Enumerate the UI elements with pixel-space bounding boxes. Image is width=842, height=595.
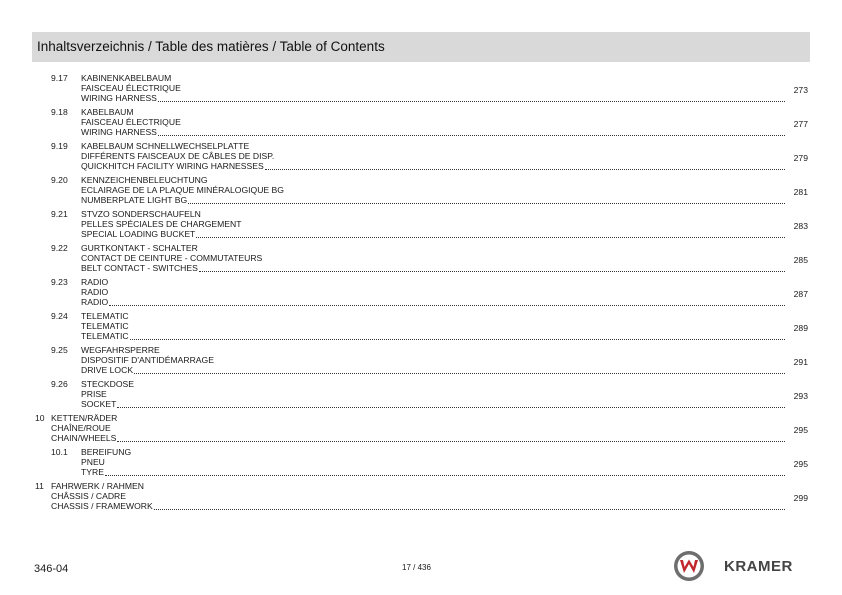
toc-entry-number: 9.22 — [51, 243, 68, 253]
toc-entry-title: FAHRWERK / RAHMEN — [51, 481, 144, 491]
toc-entry-page-number: 291 — [793, 357, 808, 367]
toc-entry[interactable] — [0, 379, 842, 412]
dot-leader — [117, 406, 785, 408]
toc-entry-page-number: 287 — [793, 289, 808, 299]
toc-entry-page-number: 283 — [793, 221, 808, 231]
toc-entry[interactable] — [0, 413, 842, 446]
dot-leader — [188, 202, 785, 204]
toc-entry-title: KABINENKABELBAUM — [81, 73, 172, 83]
toc-entry-title: FAISCEAU ÉLECTRIQUE — [81, 117, 181, 127]
toc-entry-number: 9.23 — [51, 277, 68, 287]
document-code: 346-04 — [34, 563, 69, 575]
toc-entry[interactable] — [0, 73, 842, 106]
toc-entry[interactable] — [0, 243, 842, 276]
toc-entry[interactable] — [0, 311, 842, 344]
toc-entry-title: RADIO — [81, 297, 109, 307]
toc-entry-title: QUICKHITCH FACILITY WIRING HARNESSES — [81, 161, 264, 171]
toc-entry-number: 9.24 — [51, 311, 68, 321]
toc-entry[interactable] — [0, 141, 842, 174]
toc-entry-number: 10.1 — [51, 447, 68, 457]
toc-entry-title: SOCKET — [81, 399, 117, 409]
toc-entry-title: DIFFÉRENTS FAISCEAUX DE CÂBLES DE DISP. — [81, 151, 275, 161]
toc-entry-title: CHASSIS / FRAMEWORK — [51, 501, 153, 511]
kramer-w-logo-icon — [673, 550, 705, 582]
dot-leader — [158, 100, 785, 102]
toc-entry-page-number: 273 — [793, 85, 808, 95]
toc-entry-number: 9.26 — [51, 379, 68, 389]
toc-entry-number: 9.20 — [51, 175, 68, 185]
toc-entry-title: STECKDOSE — [81, 379, 135, 389]
toc-entry-page-number: 295 — [793, 459, 808, 469]
toc-entry-title: STVZO SONDERSCHAUFELN — [81, 209, 201, 219]
toc-entry-title: CHÂSSIS / CADRE — [51, 491, 126, 501]
dot-leader — [130, 338, 785, 340]
toc-entry-title: FAISCEAU ÉLECTRIQUE — [81, 83, 181, 93]
toc-entry-number: 9.18 — [51, 107, 68, 117]
toc-entry-title: KENNZEICHENBELEUCHTUNG — [81, 175, 208, 185]
toc-entry-title: WIRING HARNESS — [81, 127, 157, 137]
toc-entry-number: 9.25 — [51, 345, 68, 355]
toc-entry-title: PELLES SPÉCIALES DE CHARGEMENT — [81, 219, 242, 229]
toc-entry-title: GURTKONTAKT - SCHALTER — [81, 243, 198, 253]
toc-entry-title: KABELBAUM — [81, 107, 134, 117]
toc-entry-number: 9.19 — [51, 141, 68, 151]
toc-entry-title: TELEMATIC — [81, 331, 129, 341]
toc-entry-title: ECLAIRAGE DE LA PLAQUE MINÉRALOGIQUE BG — [81, 185, 284, 195]
toc-entry-title: TYRE — [81, 467, 104, 477]
dot-leader — [154, 508, 785, 510]
page-title: Inhaltsverzeichnis / Table des matières / Table of Contents — [37, 39, 385, 54]
toc-entry[interactable] — [0, 481, 842, 514]
toc-entry-title: WIRING HARNESS — [81, 93, 157, 103]
toc-entry-page-number: 285 — [793, 255, 808, 265]
dot-leader — [109, 304, 785, 306]
toc-entry-title: DISPOSITIF D'ANTIDÉMARRAGE — [81, 355, 214, 365]
toc-entry-title: KETTEN/RÄDER — [51, 413, 118, 423]
toc-entry-title: TELEMATIC — [81, 311, 129, 321]
toc-entry[interactable] — [0, 447, 842, 480]
toc-entry-title: RADIO — [81, 287, 109, 297]
toc-entry-page-number: 277 — [793, 119, 808, 129]
dot-leader — [265, 168, 785, 170]
toc-entry-number: 9.21 — [51, 209, 68, 219]
toc-entry-title: PNEU — [81, 457, 105, 467]
toc-entry[interactable] — [0, 277, 842, 310]
toc-entry-page-number: 279 — [793, 153, 808, 163]
page-indicator: 17 / 436 — [402, 563, 431, 572]
toc-entry-title: CONTACT DE CEINTURE - COMMUTATEURS — [81, 253, 263, 263]
dot-leader — [105, 474, 785, 476]
toc-entry-number: 10 — [35, 413, 45, 423]
toc-entry-page-number: 299 — [793, 493, 808, 503]
toc-entry-title: KABELBAUM SCHNELLWECHSELPLATTE — [81, 141, 250, 151]
toc-entry-title: SPECIAL LOADING BUCKET — [81, 229, 196, 239]
toc-entry-title: PRISE — [81, 389, 107, 399]
toc-entry-number: 9.17 — [51, 73, 68, 83]
toc-entry-title: CHAÎNE/ROUE — [51, 423, 111, 433]
brand-name: KRAMER — [724, 558, 793, 575]
toc-entry-page-number: 295 — [793, 425, 808, 435]
dot-leader — [196, 236, 785, 238]
toc-entry-title: BEREIFUNG — [81, 447, 132, 457]
toc-entry-title: TELEMATIC — [81, 321, 129, 331]
toc-entry[interactable] — [0, 107, 842, 140]
toc-entry-page-number: 289 — [793, 323, 808, 333]
dot-leader — [117, 440, 785, 442]
toc-entry-page-number: 293 — [793, 391, 808, 401]
toc-entry-page-number: 281 — [793, 187, 808, 197]
toc-entry[interactable] — [0, 209, 842, 242]
toc-entry[interactable] — [0, 175, 842, 208]
toc-entry[interactable] — [0, 345, 842, 378]
toc-entry-title: WEGFAHRSPERRE — [81, 345, 160, 355]
toc-entry-title: RADIO — [81, 277, 109, 287]
toc-entry-title: BELT CONTACT - SWITCHES — [81, 263, 198, 273]
dot-leader — [158, 134, 785, 136]
toc-entry-title: NUMBERPLATE LIGHT BG — [81, 195, 188, 205]
toc-entry-title: DRIVE LOCK — [81, 365, 134, 375]
dot-leader — [134, 372, 785, 374]
dot-leader — [199, 270, 785, 272]
toc-entry-title: CHAIN/WHEELS — [51, 433, 117, 443]
toc-entry-number: 11 — [35, 481, 44, 491]
